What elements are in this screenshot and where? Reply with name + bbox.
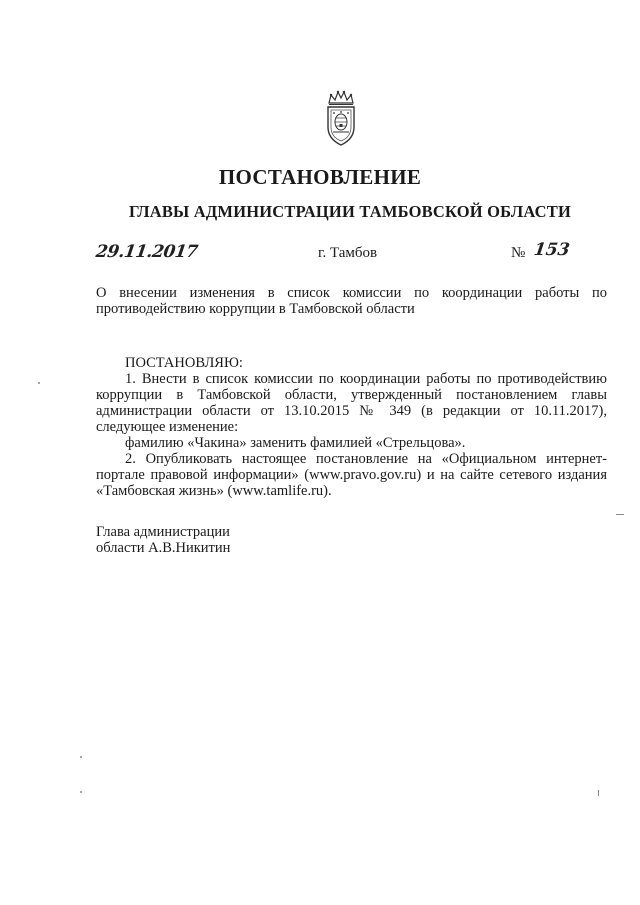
scan-speck [80,791,82,793]
signature-block [96,524,230,556]
scan-speck [38,382,40,384]
coat-of-arms-icon [321,89,361,149]
item-1-change: фамилию «Чакина» заменить фамилией «Стрельцова». [125,435,466,451]
document-city: г. Тамбов [318,245,378,261]
handwritten-number: 153 [532,240,571,260]
number-label: № [511,245,526,261]
item-1: 1. Внести в список комиссии по координации работы по противодействию коррупции в Тамбовской области, утвержденный постановлением главы администрации области от 13.10.2015 № 349 (в редакции от 10.11.2017), следующее изменение: [96,371,607,435]
handwritten-date: 29.11.2017 [94,242,199,262]
scan-speck [616,514,624,515]
document-issuer: ГЛАВЫ АДМИНИСТРАЦИИ ТАМБОВСКОЙ ОБЛАСТИ [129,202,571,221]
item-2: 2. Опубликовать настоящее постановление на «Официальном интернет-портале правовой информации» (www.pravo.gov.ru) и на сайте сетевого издания «Тамбовская жизнь» (www.tamlife.ru). [96,451,607,499]
scan-speck [80,756,82,758]
document-body [96,355,607,499]
document-subject: О внесении изменения в список комиссии по координации работы по противодействию коррупции в Тамбовской области [96,285,607,317]
signature-name: области А.В.Никитин [96,540,231,556]
document-title: ПОСТАНОВЛЕНИЕ [218,165,422,189]
decree-word: ПОСТАНОВЛЯЮ: [125,355,243,371]
signature-position: Глава администрации [96,524,230,540]
scan-speck [598,790,599,796]
